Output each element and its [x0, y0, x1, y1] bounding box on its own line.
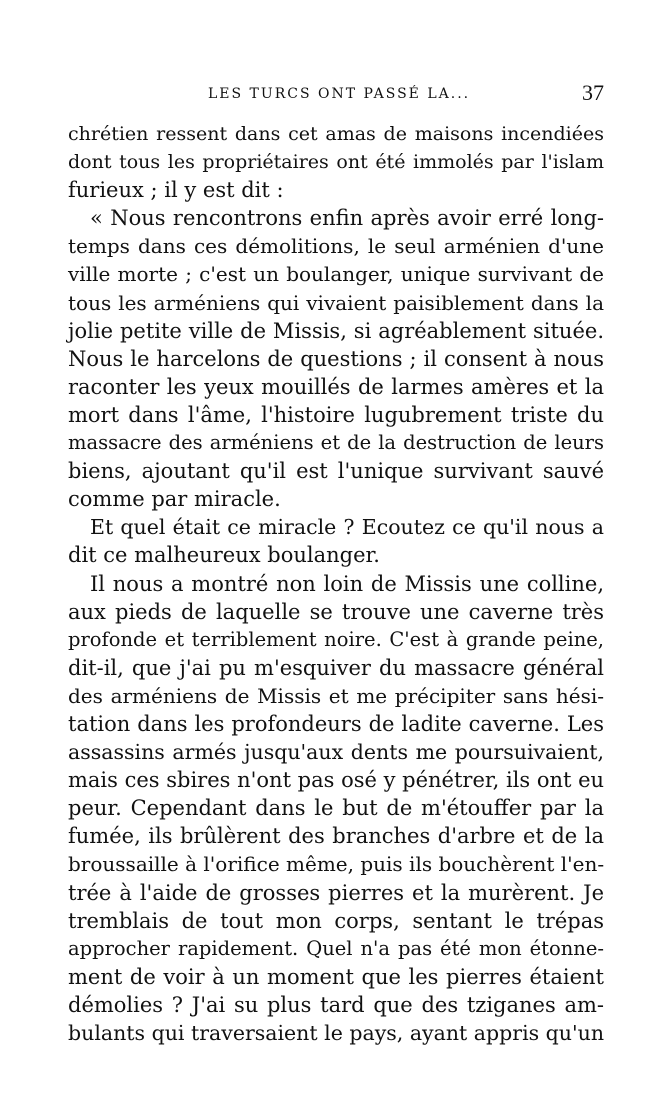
text-line: broussaille à l'orifice même, puis ils bouchèrent l'en- — [68, 852, 605, 877]
text-line: aux pieds de laquelle se trouve une caverne très — [68, 599, 604, 624]
text-line: Il nous a montré non loin de Missis une colline, — [90, 571, 604, 596]
text-line: mort dans l'âme, l'histoire lugubrement triste du — [68, 402, 604, 427]
text-line: Nous le harcelons de questions ; il consent à nous — [68, 346, 604, 371]
text-line: fumée, ils brûlèrent des branches d'arbre et de la — [68, 824, 604, 849]
text-line: tation dans les profondeurs de ladite caverne. Les — [68, 711, 604, 736]
text-line: dont tous les propriétaires ont été immolés par l'islam — [68, 151, 604, 174]
text-line: bulants qui traversaient le pays, ayant appris qu'un — [68, 1021, 605, 1045]
text-line: peur. Cependant dans le but de m'étouffer par la — [68, 796, 604, 821]
text-line: furieux ; il y est dit : — [68, 178, 284, 203]
text-line: assassins armés jusqu'aux dents me poursuivaient, — [68, 740, 604, 765]
body-text — [68, 120, 604, 1047]
text-line: trée à l'aide de grosses pierres et la murèrent. Je — [68, 880, 604, 905]
running-title: LES TURCS ONT PASSÉ LA... — [208, 86, 471, 102]
running-head — [68, 80, 604, 110]
text-line: ville morte ; c'est un boulanger, unique survivant de — [68, 262, 604, 287]
text-line: biens, ajoutant qu'il est l'unique survivant sauvé — [68, 459, 604, 484]
text-line: ment de voir à un moment que les pierres étaient — [68, 964, 604, 989]
text-line: tremblais de tout mon corps, sentant le trépas — [68, 908, 604, 933]
text-line: raconter les yeux mouillés de larmes amères et la — [68, 374, 604, 399]
text-line: mais ces sbires n'ont pas osé y pénétrer, ils ont eu — [68, 768, 605, 793]
text-line: des arméniens de Missis et me précipiter sans hési- — [68, 683, 604, 708]
text-line: approcher rapidement. Quel n'a pas été mon étonne- — [68, 936, 604, 960]
text-line: chrétien ressent dans cet amas de maisons incendiées — [68, 123, 604, 145]
text-line: tous les arméniens qui vivaient paisiblement dans la — [68, 290, 604, 315]
text-line: « Nous rencontrons enfin après avoir erré long- — [90, 206, 604, 231]
page-number: 37 — [582, 80, 604, 105]
text-line: jolie petite ville de Missis, si agréablement située. — [68, 318, 604, 343]
text-line: comme par miracle. — [68, 487, 281, 512]
text-line: démolies ? J'ai su plus tard que des tziganes am- — [68, 992, 604, 1017]
text-line: dit-il, que j'ai pu m'esquiver du massacre général — [68, 655, 604, 680]
text-line: dit ce malheureux boulanger. — [68, 543, 380, 568]
text-line: Et quel était ce miracle ? Ecoutez ce qu'il nous a — [90, 515, 604, 540]
text-line: temps dans ces démolitions, le seul arménien d'une — [68, 234, 604, 259]
text-line: profonde et terriblement noire. C'est à grande peine, — [68, 627, 604, 651]
text-line: massacre des arméniens et de la destruction de leurs — [68, 431, 604, 455]
